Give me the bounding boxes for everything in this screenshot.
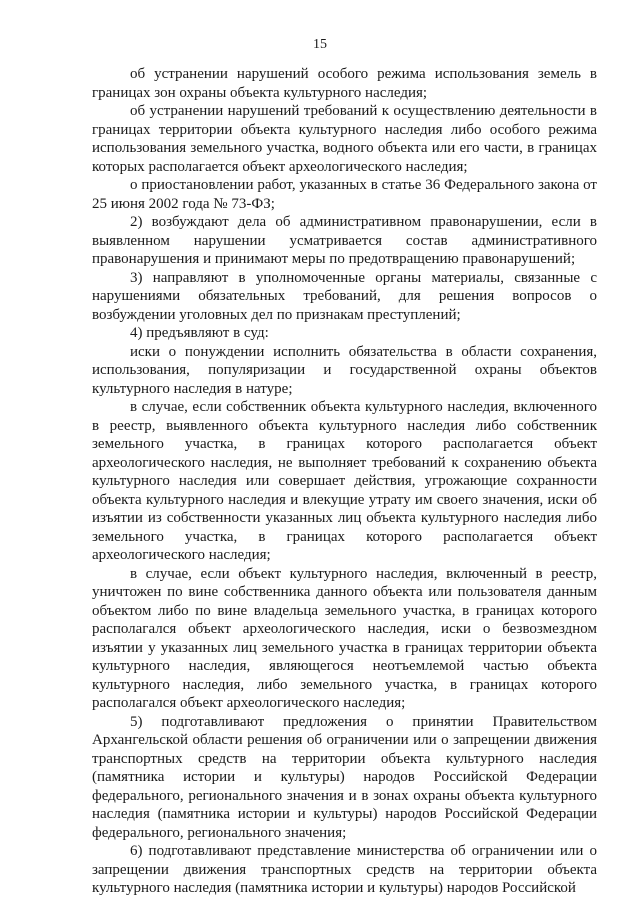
page-number: 15: [313, 37, 327, 52]
paragraph: об устранении нарушений особого режима использования земель в границах зон охраны объекта культурного наследия;: [92, 66, 597, 101]
paragraph: 3) направляют в уполномоченные органы материалы, связанные с нарушениями обязательных требований, для решения вопросов о возбуждении уголовных дел по признакам преступлений;: [92, 269, 597, 323]
paragraph: иски о понуждении исполнить обязательства в области сохранения, использования, популяризации и государственной охраны объектов культурного наследия в натуре;: [92, 343, 597, 397]
document-body: [92, 65, 597, 898]
paragraph: в случае, если собственник объекта культурного наследия, включенного в реестр, выявленного объекта культурного наследия либо собственник земельного участка, в границах которого располагается объект археологического наследия, не выполняет требований к сохранению объекта культурного наследия или совершает действия, угрожающие сохранности объекта культурного наследия и влекущие утрату им своего значения, иски об изъятии из собственности указанных лиц объекта культурного наследия либо земельного участка, в границах которого располагается объект археологического наследия;: [92, 399, 597, 563]
paragraph: 2) возбуждают дела об административном правонарушении, если в выявленном нарушении усматривается состав административного правонарушения и принимают меры по предотвращению правонарушений;: [92, 214, 597, 267]
paragraph: 5) подготавливают предложения о принятии Правительством Архангельской области решения об ограничении или о запрещении движения транспортных средств на территории объекта культурного наследия (памятника истории и культуры) народов Российской Федерации федерального, регионального значения и в зонах охраны объекта культурного наследия (памятника истории и культуры) народов Российской Федерации федерального, регионального значения;: [92, 713, 597, 841]
paragraph: о приостановлении работ, указанных в статье 36 Федерального закона от 25 июня 2002 года № 73-ФЗ;: [92, 177, 597, 212]
paragraph: в случае, если объект культурного наследия, включенный в реестр, уничтожен по вине собственника данного объекта или пользователя данным объектом либо по вине владельца земельного участка, в границах которого располагался объект археологического наследия, иски о безвозмездном изъятии у указанных лиц земельного участка в границах территории объекта культурного наследия, являющегося неотъемлемой частью объекта культурного наследия, либо земельного участка, в границах которого располагался объект археологического наследия;: [92, 565, 597, 711]
paragraph: об устранении нарушений требований к осуществлению деятельности в границах территории объекта культурного наследия либо особого режима использования земельного участка, водного объекта или его части, в границах которых располагается объект археологического наследия;: [92, 103, 597, 175]
paragraph: 6) подготавливают представление министерства об ограничении или о запрещении движения транспортных средств на территории объекта культурного наследия (памятника истории и культуры) народов Российской: [92, 843, 597, 896]
paragraph: 4) предъявляют в суд:: [130, 325, 269, 341]
